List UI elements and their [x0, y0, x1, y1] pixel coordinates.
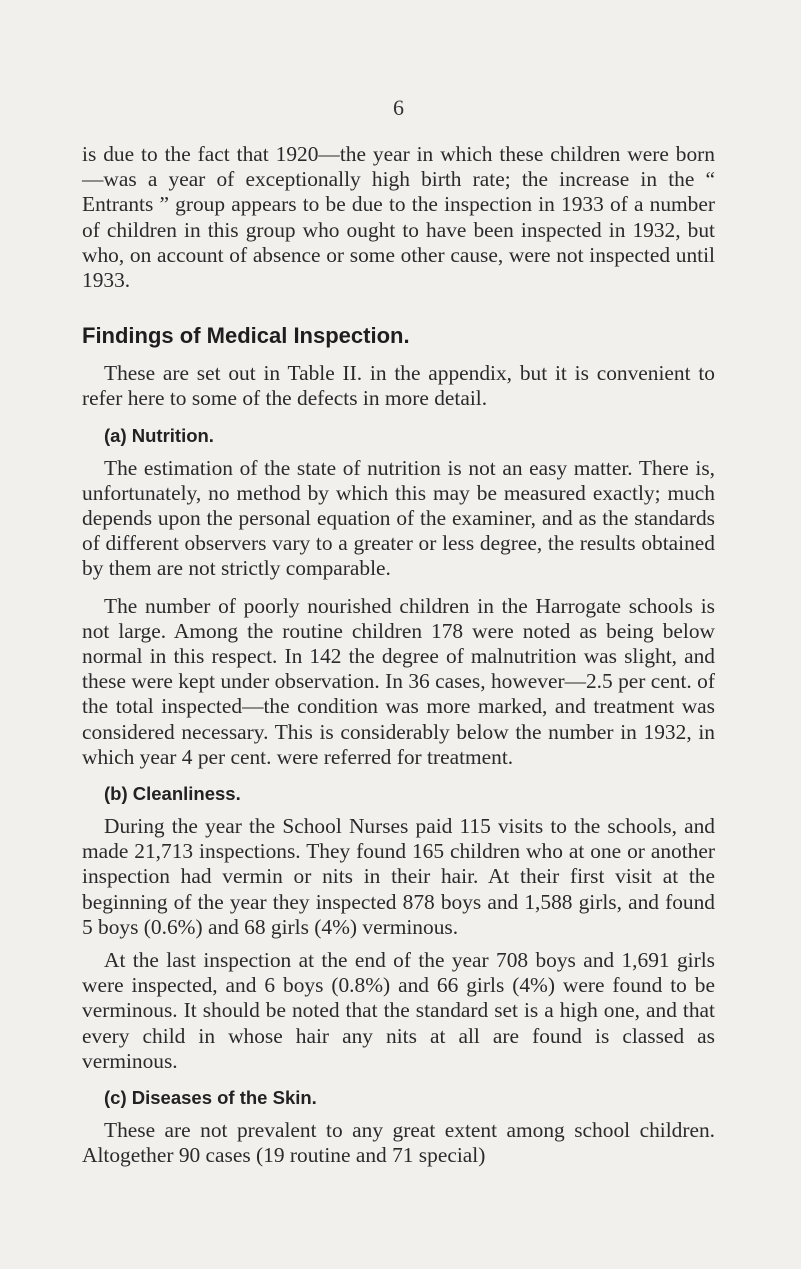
nutrition-heading: (a) Nutrition.	[104, 424, 214, 446]
cleanliness-paragraph-1: During the year the School Nurses paid 115 visits to the schools, and made 21,713 inspections. They found 165 children who at one or another inspection had vermin or nits in their hair. At their first visit at the beginning of the year they inspected 878 boys and 1,588 girls, and found 5 boys (0.6%) and 68 girls (4%) verminous.	[82, 814, 715, 939]
nutrition-paragraph-1: The estimation of the state of nutrition is not an easy matter. There is, unfortunately, no method by which this may be measured exactly; much depends upon the personal equation of the examiner, and as the standards of different observers vary to a greater or less degree, the results obtained by them are not strictly comparable.	[82, 455, 715, 581]
intro-paragraph: is due to the fact that 1920—the year in which these children were born—was a year of exceptionally high birth rate; the increase in the “ Entrants ” group appears to be due to the inspection in 1933 of a number of children in this group who ought to have been inspected in 1932, but who, on account of absence or some other cause, were not inspected until 1933.	[82, 142, 715, 293]
section-title: Findings of Medical Inspection.	[82, 323, 410, 349]
nutrition-paragraph-2: The number of poorly nourished children in the Harrogate schools is not large. Among the routine children 178 were noted as being below normal in this respect. In 142 the degree of malnutrition was slight, and these were kept under observation. In 36 cases, however—2.5 per cent. of the total inspected—the condition was more marked, and treatment was considered necessary. This is considerably below the number in 1932, in which year 4 per cent. were referred for treatment.	[82, 593, 715, 769]
page-number: 6	[393, 95, 404, 120]
skin-diseases-paragraph-1: These are not prevalent to any great extent among school children. Altogether 90 cases (19 routine and 71 special)	[82, 1118, 715, 1168]
cleanliness-heading: (b) Cleanliness.	[104, 783, 241, 805]
document-body	[82, 142, 715, 1169]
skin-diseases-heading: (c) Diseases of the Skin.	[104, 1087, 317, 1109]
section-intro-paragraph: These are set out in Table II. in the appendix, but it is convenient to refer here to some of the defects in more detail.	[82, 361, 715, 411]
cleanliness-paragraph-2: At the last inspection at the end of the year 708 boys and 1,691 girls were inspected, and 6 boys (0.8%) and 66 girls (4%) were found to be verminous. It should be noted that the standard set is a high one, and that every child in whose hair any nits at all are found is classed as verminous.	[82, 948, 715, 1073]
